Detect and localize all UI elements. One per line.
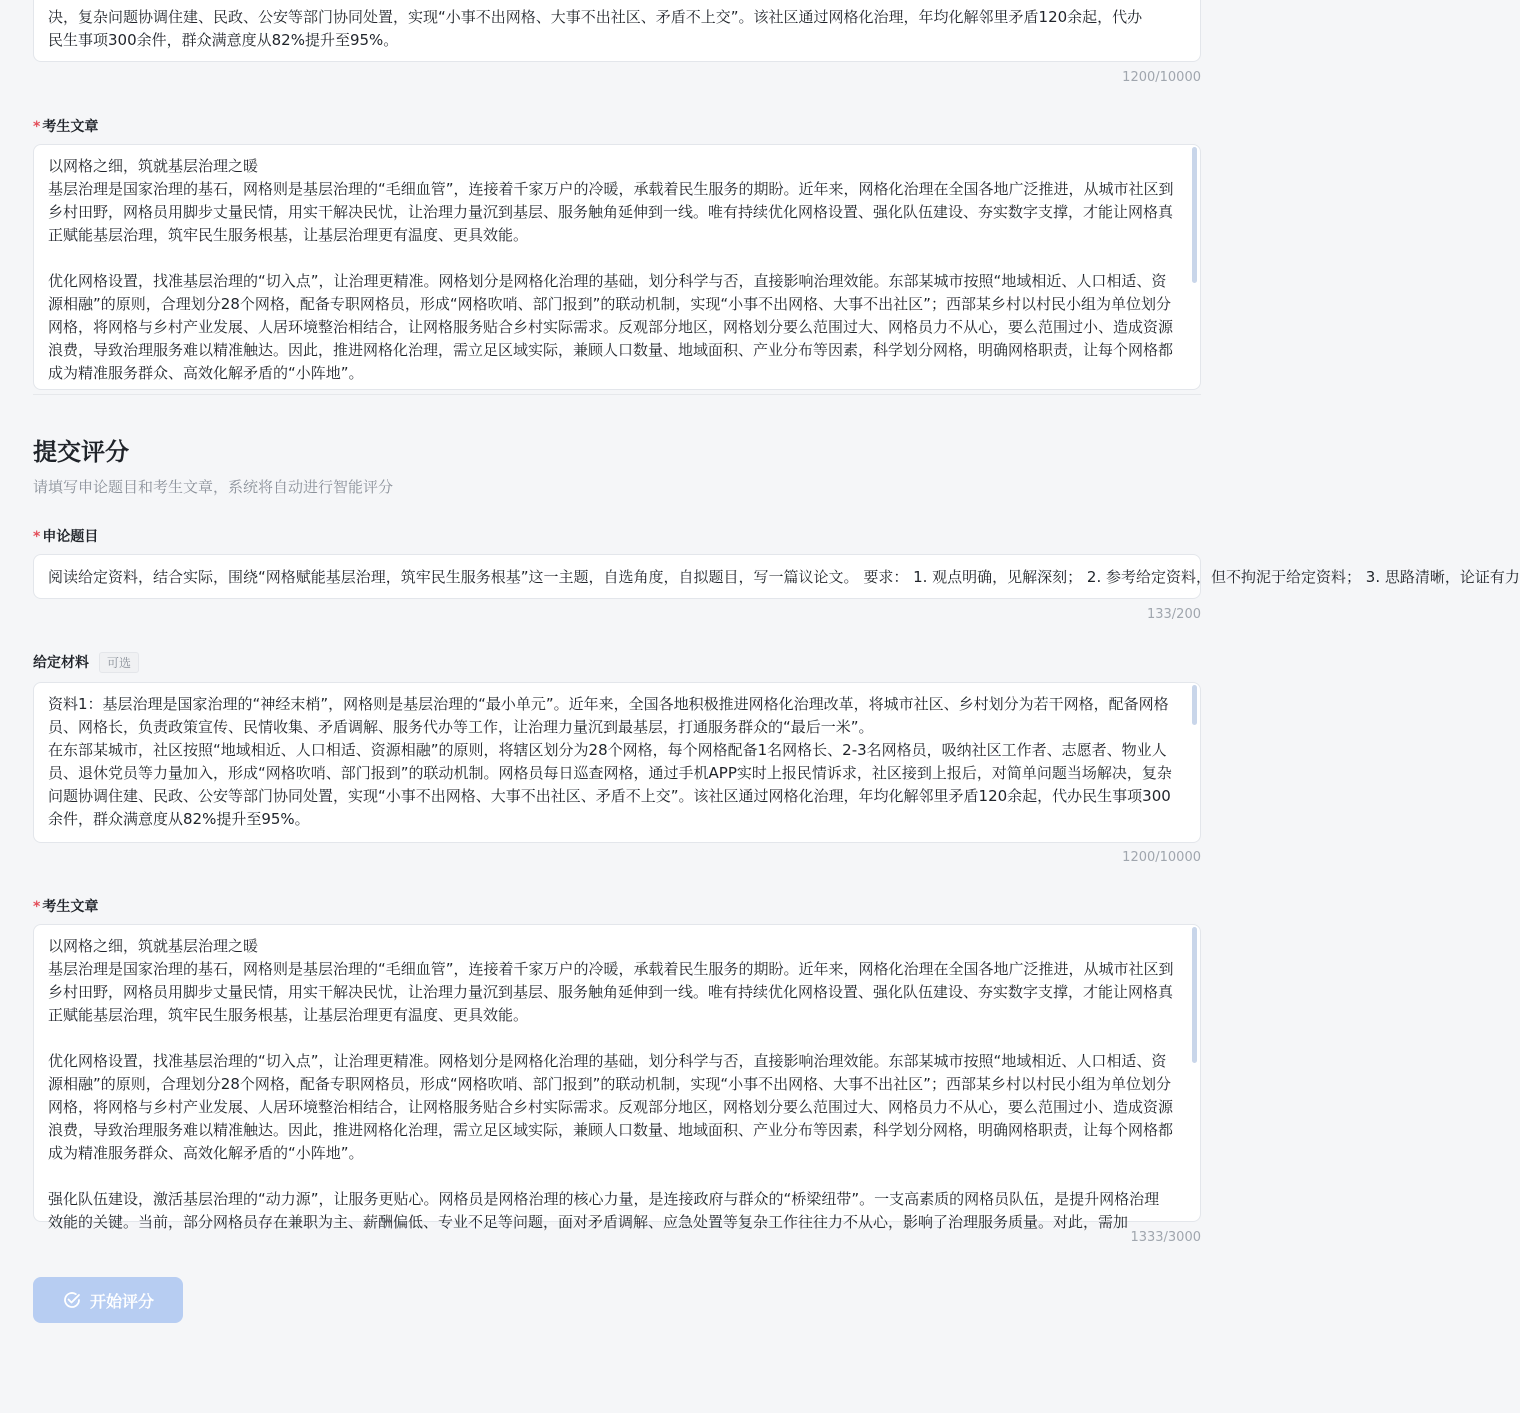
topic-input[interactable]: 阅读给定资料，结合实际，围绕“网格赋能基层治理，筑牢民生服务根基”这一主题，自选角度，自拟题目，写一篇议论文。 要求： 1. 观点明确，见解深刻； 2. 参考给定资料，但不拘泥于给定资料； 3. 思路清晰，论证有力 — [33, 554, 1201, 599]
material-counter: 1200/10000 — [1122, 850, 1201, 865]
material-text-top: 决，复杂问题协调住建、民政、公安等部门协同处置，实现“小事不出网格、大事不出社区、矛盾不上交”。该社区通过网格化治理，年均化解邻里矛盾120余起，代办 民生事项300余件，群众满意度从82%提升至95%。 — [48, 8, 1143, 49]
topic-counter: 133/200 — [1146, 607, 1201, 622]
required-mark: * — [33, 119, 41, 135]
required-mark: * — [33, 529, 41, 545]
start-scoring-button[interactable] — [33, 1277, 183, 1323]
topic-label: * 申论题目 — [33, 529, 99, 545]
essay-textarea-top[interactable] — [33, 144, 1201, 390]
essay-label: * 考生文章 — [33, 899, 99, 915]
material-counter-top: 1200/10000 — [1122, 70, 1201, 85]
optional-tag: 可选 — [99, 652, 139, 673]
start-scoring-label: 开始评分 — [89, 1291, 154, 1311]
essay-counter: 1333/3000 — [1130, 1230, 1201, 1245]
scrollbar-thumb[interactable] — [1192, 685, 1197, 725]
essay-textarea[interactable] — [33, 924, 1201, 1231]
material-textarea[interactable] — [33, 682, 1201, 843]
page-subtitle: 请填写申论题目和考生文章，系统将自动进行智能评分 — [33, 478, 394, 496]
material-label: 给定材料 可选 — [33, 652, 139, 673]
page-title: 提交评分 — [33, 438, 129, 466]
scrollbar-thumb[interactable] — [1192, 927, 1197, 1063]
material-text: 资料1：基层治理是国家治理的“神经末梢”，网格则是基层治理的“最小单元”。近年来，全国各地积极推进网格化治理改革，将城市社区、乡村划分为若干网格，配备网格员、网格长，负责政策宣传、民情收集、矛盾调解、服务代办等工作，让治理力量沉到最基层，打通服务群众的“最后一米”。 在东部某城市，社区按照“地域相近、人口相适、资源相融”的原则，将辖区划分为28个网格，每个网格配备1名网格长、2-3名网格员，吸纳社区工作者、志愿者、物业人员、退休党员等力量加入，形成“网格吹哨、部门报到”的联动机制。网格员每日巡查网格，通过手机APP实时上报民情诉求，社区接到上报后，对简单问题当场解决，复杂问题协调住建、民政、公安等部门协同处置，实现“小事不出网格、大事不出社区、矛盾不上交”。该社区通过网格化治理，年均化解邻里矛盾120余起，代办民生事项300余件，群众满意度从82%提升至95%。 — [48, 695, 1172, 828]
material-textarea-top[interactable] — [33, 0, 1201, 62]
scrollbar-thumb[interactable] — [1192, 147, 1197, 283]
essay-label-top: * 考生文章 — [33, 119, 99, 135]
essay-text: 以网格之细，筑就基层治理之暖 基层治理是国家治理的基石，网格则是基层治理的“毛细血管”，连接着千家万户的冷暖，承载着民生服务的期盼。近年来，网格化治理在全国各地广泛推进，从城市社区到乡村田野，网格员用脚步丈量民情，用实干解决民忧，让治理力量沉到基层、服务触角延伸到一线。唯有持续优化网格设置、强化队伍建设、夯实数字支撑，才能让网格真正赋能基层治理，筑牢民生服务根基，让基层治理更有温度、更具效能。 优化网格设置，找准基层治理的“切入点”，让治理更精准。网格划分是网格化治理的基础，划分科学与否，直接影响治理效能。东部某城市按照“地域相近、人口相适、资源相融”的原则，合理划分28个网格，配备专职网格员，形成“网格吹哨、部门报到”的联动机制，实现“小事不出网格、大事不出社区”；西部某乡村以村民小组为单位划分网格，将网格与乡村产业发展、人居环境整治相结合，让网格服务贴合乡村实际需求。反观部分地区，网格划分要么范围过大、网格员力不从心，要么范围过小、造成资源浪费，导致治理服务难以精准触达。因此，推进网格化治理，需立足区域实际，兼顾人口数量、地域面积、产业分布等因素，科学划分网格，明确网格职责，让每个网格都成为精准服务群众、高效化解矛盾的“小阵地”。 强化队伍建设，激活基层治理的“动力源”，让服务更贴心。网格员是网格治理的核心力量，是连接政府与群众的“桥梁纽带”。一支高素质的网格员队伍，是提升网格治理效能的关键。当前，部分网格员存在兼职为主、薪酬偏低、专业不足等问题，面对矛盾调解、应急处置等复杂工作往往力不从心，影响了治理服务质量。对此，需加 — [48, 937, 1174, 1231]
check-circle-icon — [62, 1290, 82, 1310]
required-mark: * — [33, 899, 41, 915]
essay-text-top: 以网格之细，筑就基层治理之暖 基层治理是国家治理的基石，网格则是基层治理的“毛细血管”，连接着千家万户的冷暖，承载着民生服务的期盼。近年来，网格化治理在全国各地广泛推进，从城市社区到乡村田野，网格员用脚步丈量民情，用实干解决民忧，让治理力量沉到基层、服务触角延伸到一线。唯有持续优化网格设置、强化队伍建设、夯实数字支撑，才能让网格真正赋能基层治理，筑牢民生服务根基，让基层治理更有温度、更具效能。 优化网格设置，找准基层治理的“切入点”，让治理更精准。网格划分是网格化治理的基础，划分科学与否，直接影响治理效能。东部某城市按照“地域相近、人口相适、资源相融”的原则，合理划分28个网格，配备专职网格员，形成“网格吹哨、部门报到”的联动机制，实现“小事不出网格、大事不出社区”；西部某乡村以村民小组为单位划分网格，将网格与乡村产业发展、人居环境整治相结合，让网格服务贴合乡村实际需求。反观部分地区，网格划分要么范围过大、网格员力不从心，要么范围过小、造成资源浪费，导致治理服务难以精准触达。因此，推进网格化治理，需立足区域实际，兼顾人口数量、地域面积、产业分布等因素，科学划分网格，明确网格职责，让每个网格都成为精准服务群众、高效化解矛盾的“小阵地”。 — [48, 157, 1174, 382]
section-divider — [33, 394, 1201, 395]
